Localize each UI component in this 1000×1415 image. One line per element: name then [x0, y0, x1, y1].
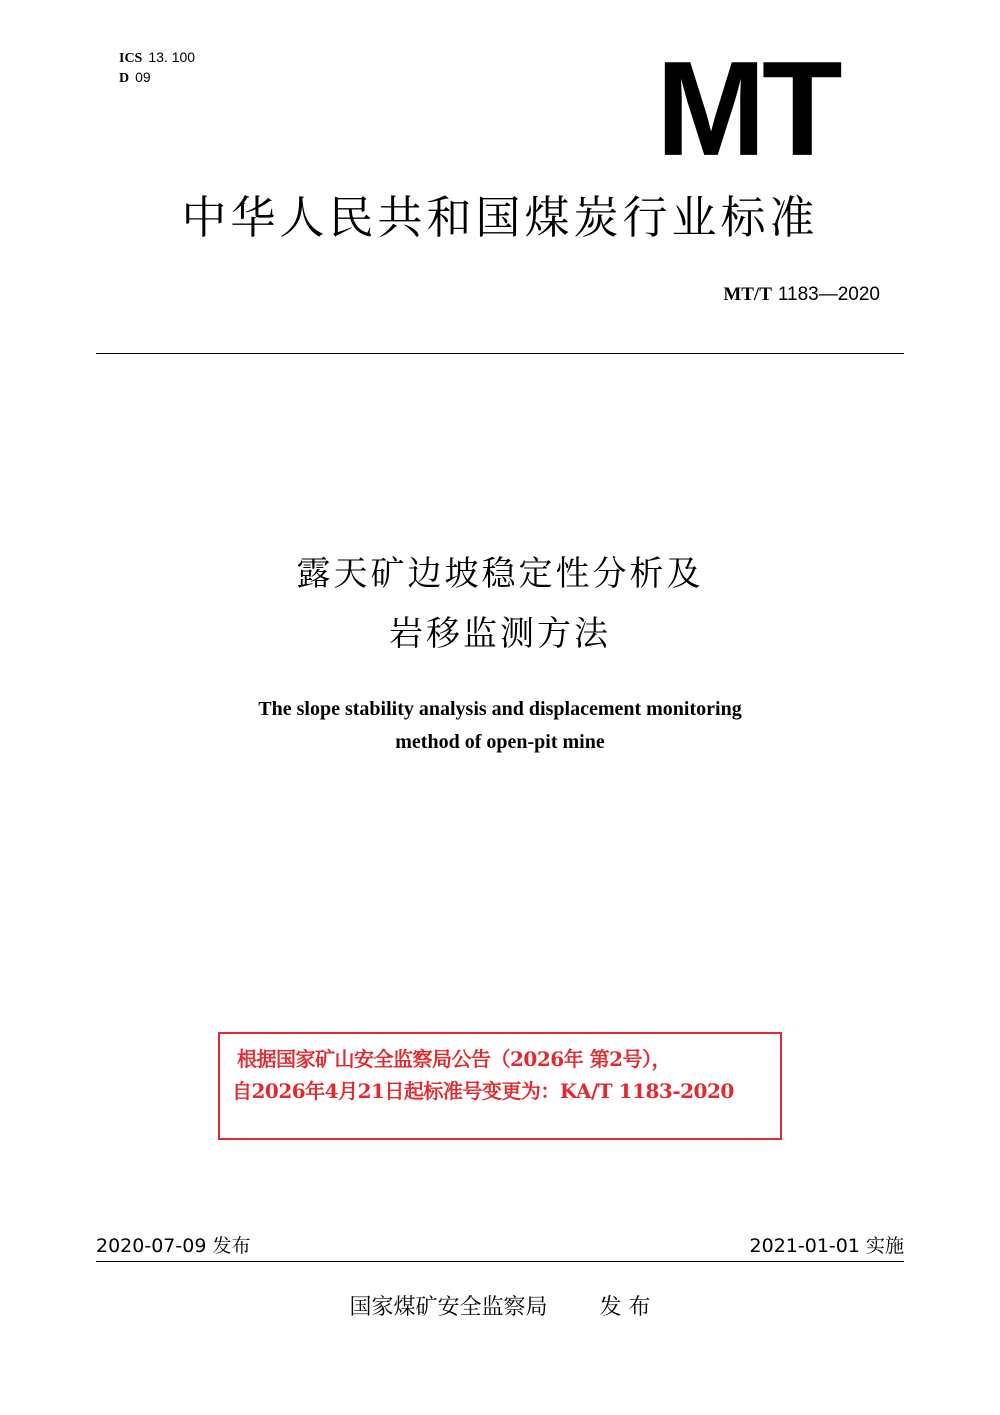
class-line: [119, 68, 195, 88]
bottom-divider: [96, 1261, 904, 1262]
title-en-line1: The slope stability analysis and displacement monitoring: [258, 698, 742, 720]
implementation-date: 2021-01-01 实施: [749, 1235, 904, 1257]
mt-logo: MT: [656, 33, 839, 184]
class-code: 09: [135, 69, 151, 85]
title-cn-line2: 岩移监测方法: [389, 614, 611, 654]
notice-line2: 自2026年4月21日起标准号变更为：KA/T 1183-2020: [232, 1079, 734, 1103]
issue-date: 2020-07-09 发布: [96, 1235, 251, 1257]
ics-classification: [119, 48, 195, 88]
title-cn-line1: 露天矿边坡稳定性分析及: [296, 554, 704, 594]
standard-code: 1183—2020: [777, 284, 880, 305]
ics-line: [119, 48, 195, 68]
standard-number: [723, 283, 880, 307]
class-label: D: [119, 71, 130, 86]
issuer-name: 国家煤矿安全监察局: [349, 1295, 548, 1320]
issuer-action: 发 布: [599, 1295, 651, 1320]
standard-prefix: MT/T: [723, 284, 772, 305]
notice-line1: 根据国家矿山安全监察局公告（2026年 第2号），: [237, 1047, 672, 1071]
notice-box: [218, 1032, 782, 1140]
standard-category: 中华人民共和国煤炭行业标准: [181, 191, 819, 244]
ics-code: 13. 100: [148, 49, 196, 65]
issuer: [0, 1294, 1000, 1322]
top-divider: [96, 353, 904, 354]
title-en-line2: method of open-pit mine: [395, 731, 605, 753]
ics-label: ICS: [119, 51, 143, 66]
